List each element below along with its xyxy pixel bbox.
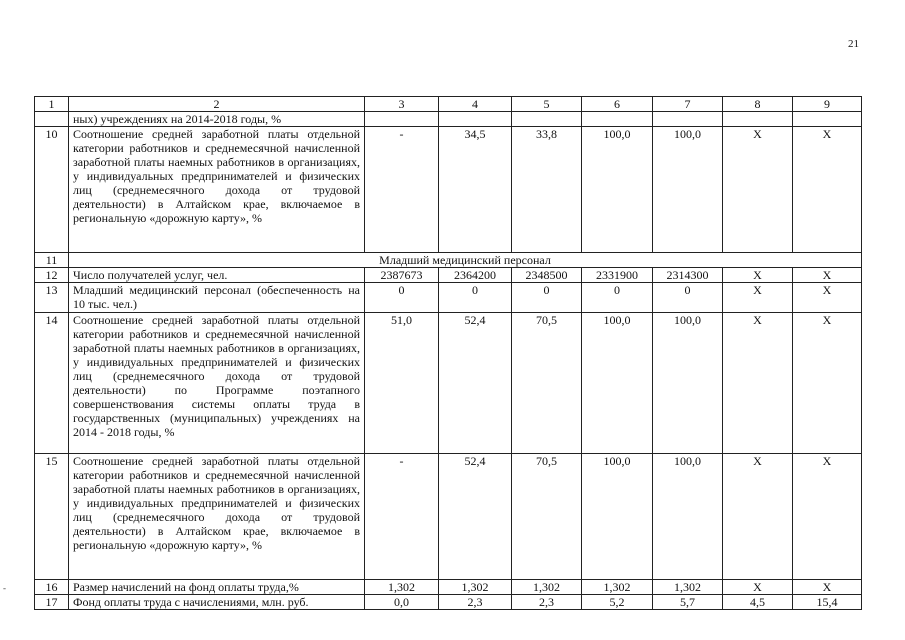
value-cell: 1,302 (439, 580, 512, 595)
row-number-cell: 12 (35, 268, 69, 283)
value-cell: 4,5 (723, 595, 793, 610)
value-cell: 100,0 (653, 313, 723, 454)
header-cell: 8 (723, 97, 793, 112)
header-cell: 9 (793, 97, 862, 112)
value-cell: 100,0 (582, 454, 653, 580)
header-row (35, 97, 862, 112)
row-description: Соотношение средней заработной платы отдельной категории работников и среднемесячной начисленной заработной платы наемных работников в организациях, у индивидуальных предпринимателей и физических лиц (среднемесячного дохода от трудовой деятельности) по Программе поэтапного совершенствования системы оплаты труда в государственных (муниципальных) учреждениях на 2014 - 2018 годы, % (69, 313, 365, 454)
value-cell: 100,0 (582, 127, 653, 253)
value-cell: Х (793, 127, 862, 253)
value-cell: 15,4 (793, 595, 862, 610)
value-cell: 2348500 (512, 268, 582, 283)
value-cell: Х (793, 580, 862, 595)
value-cell: 1,302 (582, 580, 653, 595)
value-cell: Х (793, 454, 862, 580)
table-row (35, 580, 862, 595)
continuation-row (35, 112, 862, 127)
section-row (35, 253, 862, 268)
value-cell: 52,4 (439, 313, 512, 454)
row-number-cell: 13 (35, 283, 69, 313)
value-cell: 2314300 (653, 268, 723, 283)
value-cell: 0 (653, 283, 723, 313)
value-cell: 0 (582, 283, 653, 313)
indicators-table (34, 96, 862, 610)
value-cell: Х (793, 268, 862, 283)
table-row (35, 595, 862, 610)
row-number-cell: 17 (35, 595, 69, 610)
value-cell: Х (723, 127, 793, 253)
value-cell: 52,4 (439, 454, 512, 580)
value-cell: 70,5 (512, 454, 582, 580)
value-cell: - (365, 454, 439, 580)
value-cell: 0 (439, 283, 512, 313)
value-cell: 51,0 (365, 313, 439, 454)
value-cell: 2,3 (512, 595, 582, 610)
row-description: Соотношение средней заработной платы отдельной категории работников и среднемесячной начисленной заработной платы наемных работников в организациях, у индивидуальных предпринимателей и физических лиц (среднемесячного дохода от трудовой деятельности) в Алтайском крае, включаемое в региональную «дорожную карту», % (69, 127, 365, 253)
value-cell: Х (723, 268, 793, 283)
value-cell: 2364200 (439, 268, 512, 283)
value-cell: 0,0 (365, 595, 439, 610)
value-cell: Х (793, 283, 862, 313)
value-cell: 0 (365, 283, 439, 313)
page-number: 21 (848, 38, 859, 50)
value-cell: Х (723, 580, 793, 595)
value-cell: 1,302 (512, 580, 582, 595)
value-cell: 1,302 (365, 580, 439, 595)
row-number-cell: 14 (35, 313, 69, 454)
value-cell: 1,302 (653, 580, 723, 595)
value-cell: Х (723, 454, 793, 580)
row-description: Число получателей услуг, чел. (69, 268, 365, 283)
value-cell: 5,7 (653, 595, 723, 610)
header-cell: 5 (512, 97, 582, 112)
row-description: ных) учреждениях на 2014-2018 годы, % (69, 112, 365, 127)
row-description: Соотношение средней заработной платы отдельной категории работников и среднемесячной начисленной заработной платы наемных работников в организациях, у индивидуальных предпринимателей и физических лиц (среднемесячного дохода от трудовой деятельности) в Алтайском крае, включаемое в региональную «дорожную карту», % (69, 454, 365, 580)
header-cell: 7 (653, 97, 723, 112)
header-cell: 6 (582, 97, 653, 112)
value-cell: - (365, 127, 439, 253)
row-number-cell: 11 (35, 253, 69, 268)
header-cell: 4 (439, 97, 512, 112)
value-cell: 100,0 (653, 454, 723, 580)
row-number-cell: 15 (35, 454, 69, 580)
row-description: Младший медицинский персонал (обеспеченность на 10 тыс. чел.) (69, 283, 365, 313)
table-row (35, 283, 862, 313)
value-cell: 5,2 (582, 595, 653, 610)
table-row (35, 268, 862, 283)
section-heading: Младший медицинский персонал (69, 253, 862, 268)
value-cell: Х (723, 283, 793, 313)
header-cell: 1 (35, 97, 69, 112)
value-cell: 2331900 (582, 268, 653, 283)
row-number-cell: 10 (35, 127, 69, 253)
row-description: Фонд оплаты труда с начислениями, млн. руб. (69, 595, 365, 610)
value-cell: 34,5 (439, 127, 512, 253)
row-number-cell: 16 (35, 580, 69, 595)
row-description: Размер начислений на фонд оплаты труда,% (69, 580, 365, 595)
table-row (35, 313, 862, 454)
value-cell: 33,8 (512, 127, 582, 253)
value-cell: 2,3 (439, 595, 512, 610)
table-row (35, 454, 862, 580)
value-cell: Х (793, 313, 862, 454)
value-cell: 100,0 (653, 127, 723, 253)
table-row (35, 127, 862, 253)
header-cell: 2 (69, 97, 365, 112)
margin-mark: - (3, 583, 6, 593)
value-cell: 0 (512, 283, 582, 313)
header-cell: 3 (365, 97, 439, 112)
value-cell: 70,5 (512, 313, 582, 454)
value-cell: 2387673 (365, 268, 439, 283)
row-number-cell (35, 112, 69, 127)
value-cell: 100,0 (582, 313, 653, 454)
value-cell: Х (723, 313, 793, 454)
